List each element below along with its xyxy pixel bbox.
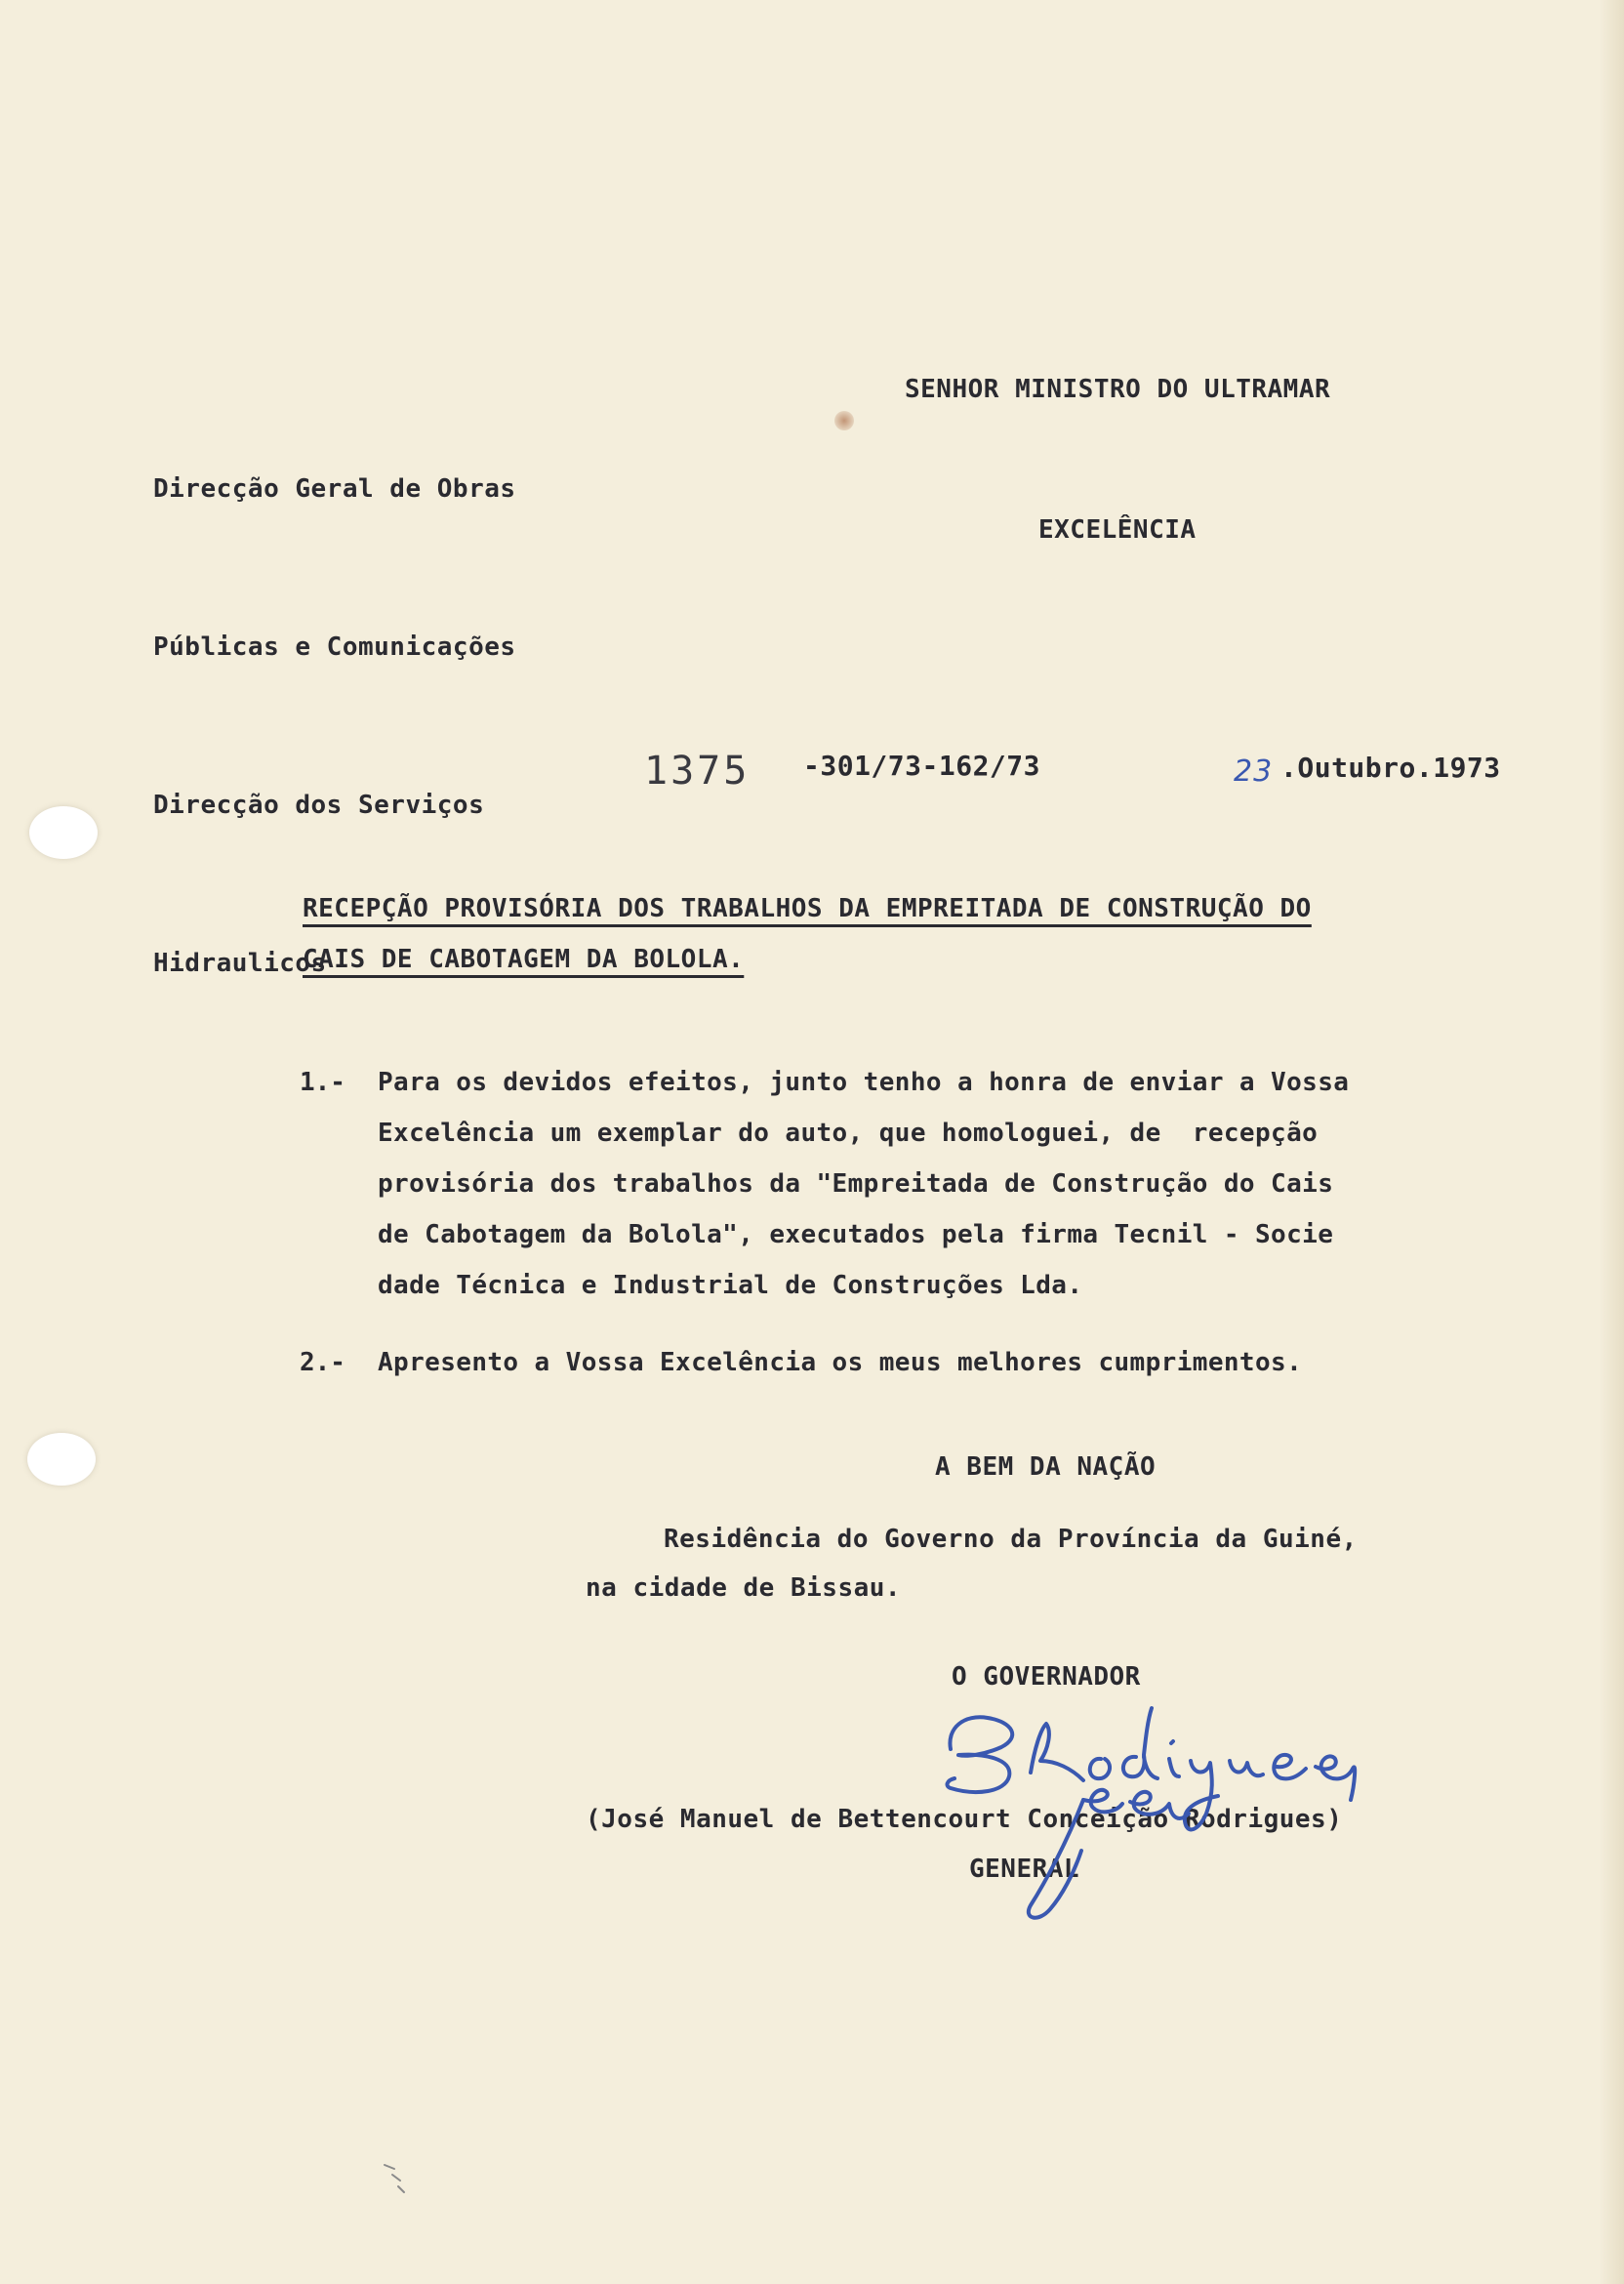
paragraph-line: Apresento a Vossa Excelência os meus melhores cumprimentos. [378, 1348, 1303, 1377]
subject-heading [303, 883, 1312, 985]
signer-title: O GOVERNADOR [952, 1662, 1141, 1692]
subject-line: RECEPÇÃO PROVISÓRIA DOS TRABALHOS DA EMPREITADA DE CONSTRUÇÃO DO [303, 894, 1312, 923]
paragraph-line: de Cabotagem da Bolola", executados pela firma Tecnil - Socie [378, 1220, 1334, 1249]
paragraph-line: dade Técnica e Industrial de Construções Lda. [378, 1271, 1083, 1300]
paragraph-body [378, 1337, 1302, 1388]
sender-line: Públicas e Comunicações [153, 632, 516, 662]
subject-line: CAIS DE CABOTAGEM DA BOLOLA. [303, 945, 745, 974]
paragraph-line: Para os devidos efeitos, junto tenho a honra de enviar a Vossa [378, 1068, 1350, 1097]
salutation: EXCELÊNCIA [1038, 515, 1197, 545]
addressee: SENHOR MINISTRO DO ULTRAMAR [905, 375, 1331, 404]
paper-edge-shade [1599, 0, 1624, 2284]
sender-line: Direcção Geral de Obras [153, 474, 516, 504]
paragraph-line: provisória dos trabalhos da "Empreitada de Construção do Cais [378, 1169, 1334, 1199]
reference-number: 1375 [644, 749, 751, 794]
paragraph-number: 1.- [300, 1068, 345, 1097]
residence-line: na cidade de Bissau. [586, 1573, 902, 1603]
punch-hole-top [29, 806, 98, 859]
punch-hole-bottom [27, 1433, 96, 1486]
date-day-handwritten: 23 [1234, 755, 1274, 789]
sender-line: Direcção dos Serviços [153, 791, 485, 820]
signer-rank: GENERAL [969, 1855, 1080, 1884]
signer-name: (José Manuel de Bettencourt Conceição Rodrigues) [586, 1805, 1343, 1834]
paragraph-number: 2.- [300, 1348, 345, 1377]
date-month-year: .Outubro.1973 [1280, 752, 1501, 784]
margin-pencil-marks [381, 2159, 420, 2198]
handwritten-signature [937, 1679, 1396, 1933]
paper-stain [834, 411, 854, 430]
residence-line: Residência do Governo da Província da Guiné, [664, 1525, 1358, 1554]
paragraph-line: Excelência um exemplar do auto, que homologuei, de recepção [378, 1119, 1319, 1148]
paragraph-body [378, 1057, 1349, 1311]
reference-code: -301/73-162/73 [803, 750, 1041, 782]
closing-formula: A BEM DA NAÇÃO [935, 1452, 1157, 1482]
sender-line: Hidraulicos [153, 949, 327, 978]
